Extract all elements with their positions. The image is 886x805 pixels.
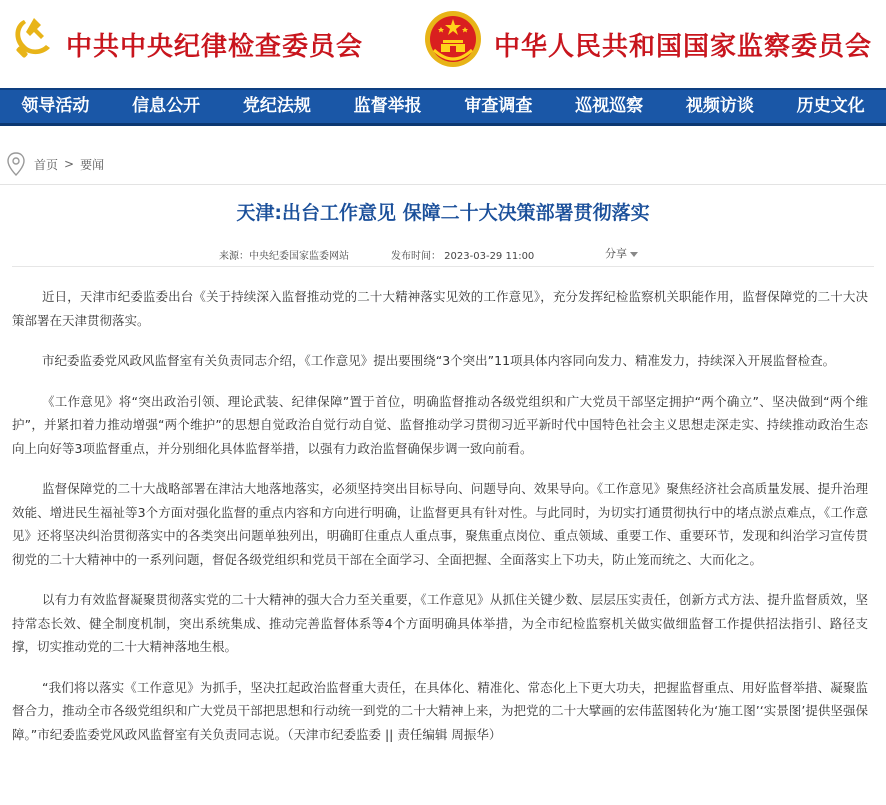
article-paragraph: “我们将以落实《工作意见》为抓手，坚决扛起政治监督重大责任，在具体化、精准化、常态化上下更大功夫，把握监督重点、用好监督举措、凝聚监督合力，推动全市各级党组织和广大党员干部把思想和行动统一到党的二十大精神上来，为把党的二十大擘画的宏伟蓝图转化为‘施工图’‘实景图’提供坚强保障。”市纪委监委党风政风监督室有关负责同志说。（天津市纪委监委 || 责任编辑 周振华）: [12, 679, 868, 742]
national-emblem-icon: [424, 10, 482, 68]
article-paragraph: 近日，天津市纪委监委出台《关于持续深入监督推动党的二十大精神落实见效的工作意见》，充分发挥纪检监察机关职能作用，监督保障党的二十大决策部署在天津贯彻落实。: [12, 289, 868, 328]
nav-item-investigation[interactable]: 审查调查: [464, 96, 533, 116]
article-paragraph: 监督保障党的二十大战略部署在津沽大地落地落实，必须坚持突出目标导向、问题导向、效果导向。《工作意见》聚焦经济社会高质量发展、提升治理效能、增进民生福祉等3个方面对强化监督的重点内容和方向进行明确，让监督更具有针对性。与此同时，为切实打通贯彻执行中的堵点淤点难点，《工作意见》还将坚决纠治贯彻落实中的各类突出问题单独列出，明确盯住重点人重点事，聚焦重点岗位、重点领域、重要工作、重要环节，发现和纠治学习宣传贯彻党的二十大精神中的一系列问题，督促各级党组织和党员干部在全面学习、全面把握、全面落实上下功夫，防止笼而统之、大而化之。: [12, 481, 868, 567]
article-title: 天津:出台工作意见 保障二十大决策部署贯彻落实: [236, 202, 650, 224]
site-title-ccdi[interactable]: 中共中央纪律检查委员会: [66, 32, 364, 62]
article-meta: [0, 244, 886, 262]
breadcrumb-separator: >: [64, 157, 75, 171]
meta-divider: [12, 266, 874, 267]
nav-item-party-regulations[interactable]: 党纪法规: [242, 96, 311, 116]
breadcrumb: [6, 152, 104, 176]
site-title-nsc[interactable]: 中华人民共和国国家监察委员会: [494, 32, 873, 62]
article-paragraph: 《工作意见》将“突出政治引领、理论武装、纪律保障”置于首位，明确监督推动各级党组织和广大党员干部坚定拥护“两个确立”、坚决做到“两个维护”，并紧扣着力推动增强“两个维护”的思想自觉政治自觉行动自觉、监督推动学习贯彻习近平新时代中国特色社会主义思想走深走实、持续推动政治生态向上向好等3项监督重点，并分别细化具体监督举措，以强有力政治监督确保步调一致向前看。: [12, 393, 868, 456]
article-source: 来源：中央纪委国家监委网站: [219, 251, 349, 262]
party-emblem-icon: [10, 14, 56, 60]
site-header: [0, 0, 886, 88]
location-pin-icon: [6, 152, 26, 176]
nav-item-info-disclosure[interactable]: 信息公开: [132, 96, 201, 116]
nav-item-report[interactable]: 监督举报: [353, 96, 422, 116]
nav-item-video[interactable]: 视频访谈: [685, 96, 754, 116]
article-publish-time: 发布时间： 2023-03-29 11:00: [391, 251, 535, 262]
breadcrumb-current[interactable]: 要闻: [80, 157, 105, 172]
article-paragraph: 市纪委监委党风政风监督室有关负责同志介绍，《工作意见》提出要围绕“3个突出”11项具体内容同向发力、精准发力，持续深入开展监督检查。: [42, 353, 836, 368]
article-body: [12, 285, 868, 763]
chevron-down-icon: [630, 252, 638, 257]
nav-item-inspection[interactable]: 巡视巡察: [575, 96, 644, 116]
breadcrumb-divider: [0, 184, 886, 185]
breadcrumb-home[interactable]: 首页: [34, 157, 59, 172]
main-nav: [0, 88, 886, 126]
share-button[interactable]: [605, 245, 638, 261]
share-label: 分享: [605, 247, 627, 260]
article-paragraph: 以有力有效监督凝聚贯彻落实党的二十大精神的强大合力至关重要，《工作意见》从抓住关键少数、层层压实责任，创新方式方法、提升监督质效，坚持常态长效、健全制度机制，突出系统集成、推动完善监督体系等4个方面明确具体举措，为全市纪检监察机关做实做细监督工作提供招法指引、路径支撑，切实推动党的二十大精神落地生根。: [12, 592, 868, 654]
nav-item-leadership[interactable]: 领导活动: [21, 96, 90, 116]
nav-item-history[interactable]: 历史文化: [796, 96, 865, 116]
